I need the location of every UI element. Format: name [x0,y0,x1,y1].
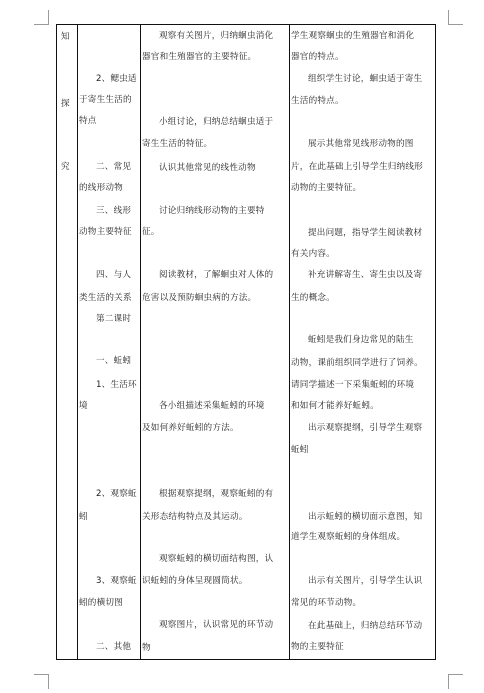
topic-text: 第二课时 [96,314,132,324]
student-activity-text: 及如何养好蚯蚓的方法。 [142,423,239,433]
teacher-activity-text: 请同学描述一下采集蚯蚓的环境 [291,380,415,390]
teacher-activity-text: 出示观察提纲，引导学生观察 [308,423,423,433]
student-activity-text: 识蚯蚓的身体呈现圆筒状。 [142,576,248,586]
student-activity-text: 小组讨论，归纳总结蛔虫适于 [159,117,274,127]
teacher-activity-text: 生活的特点。 [291,96,344,106]
student-activity-text: 阅读教材，了解蛔虫对人体的 [159,270,274,280]
teacher-activity-text: 道学生观察蚯蚓的身体组成。 [291,532,406,542]
column-divider [77,25,78,659]
teacher-activity-text: 物的主要特征 [291,642,344,652]
teacher-activity-text: 组织学生讨论，蛔虫适于寄生 [308,74,423,84]
topic-text: 2、观察蚯 [96,489,137,499]
student-activity-text: 征。 [142,227,160,237]
section-label-char: 知 [61,32,70,42]
teacher-activity-text: 片，在此基础上引导学生归纳线形 [291,162,423,172]
student-activity-text: 认识其他常见的线性动物 [159,163,256,173]
teacher-activity-text: 出示有关图片，引导学生认识 [308,576,423,586]
topic-text: 特点 [79,116,97,126]
teacher-activity-text: 学生观察蛔虫的生殖器官和消化 [291,31,415,41]
student-activity-text: 根据观察提纲，观察蚯蚓的有 [159,489,274,499]
teacher-activity-text: 补充讲解寄生、寄生虫以及寄 [308,270,423,280]
teacher-activity-text: 出示蚯蚓的横切面示意图，知 [308,512,423,522]
topic-text: 境 [79,401,88,411]
student-activity-text: 物 [142,643,151,653]
column-divider [140,25,141,659]
crop-mark-bottom-left [34,674,49,689]
lesson-plan-table [56,24,436,660]
student-activity-text: 讨论归纳线形动物的主要特 [159,206,265,216]
topic-text: 三、线形 [96,206,132,216]
topic-text: 3、观察蚯 [96,576,137,586]
topic-text: 动物主要特征 [79,227,132,237]
teacher-activity-text: 提出问题，指导学生阅读教材 [308,228,423,238]
teacher-activity-text: 器官的特点。 [291,52,344,62]
teacher-activity-text: 蚯蚓是我们身边常见的陆生 [308,335,414,345]
teacher-activity-text: 动物，课前组织同学进行了饲养。 [291,358,423,368]
teacher-activity-text: 展示其他常见线形动物的图 [308,139,414,149]
section-label-char: 究 [61,162,70,172]
topic-text: 的线形动物 [79,183,123,193]
topic-text: 四、与人 [96,270,132,280]
topic-text: 于寄生生活的 [79,95,132,105]
topic-text: 二、其他 [96,642,132,652]
student-activity-text: 关形态结构特点及其运动。 [142,512,248,522]
student-activity-text: 寄生生活的特征。 [142,139,213,149]
topic-text: 1、生活环 [96,380,137,390]
student-activity-text: 器官和生殖器官的主要特征。 [142,52,257,62]
teacher-activity-text: 常见的环节动物。 [291,598,362,608]
section-label-char: 探 [61,99,70,109]
crop-mark-bottom-right [448,674,463,689]
topic-text: 蚓 [79,512,88,522]
crop-mark-top-left [34,10,49,25]
teacher-activity-text: 有关内容。 [291,249,335,259]
student-activity-text: 观察蚯蚓的横切面结构图，认 [159,554,274,564]
topic-text: 一、蚯蚓 [96,356,132,366]
topic-text: 类生活的关系 [79,293,132,303]
student-activity-text: 观察有关图片，归纳蛔虫消化 [159,31,274,41]
teacher-activity-text: 动物的主要特征。 [291,183,362,193]
student-activity-text: 危害以及预防蛔虫病的方法。 [142,293,257,303]
teacher-activity-text: 生的概念。 [291,293,335,303]
teacher-activity-text: 和如何才能养好蚯蚓。 [291,401,379,411]
teacher-activity-text: 在此基础上，归纳总结环节动 [308,621,423,631]
crop-mark-top-right [448,10,463,25]
topic-text: 2、鳃虫适 [96,74,137,84]
student-activity-text: 观察图片，认识常见的环节动 [159,620,274,630]
student-activity-text: 各小组描述采集蚯蚓的环境 [159,401,265,411]
topic-text: 二、常见 [96,162,132,172]
column-divider [289,25,290,659]
topic-text: 蚓的横切图 [79,598,123,608]
teacher-activity-text: 蚯蚓 [291,445,309,455]
